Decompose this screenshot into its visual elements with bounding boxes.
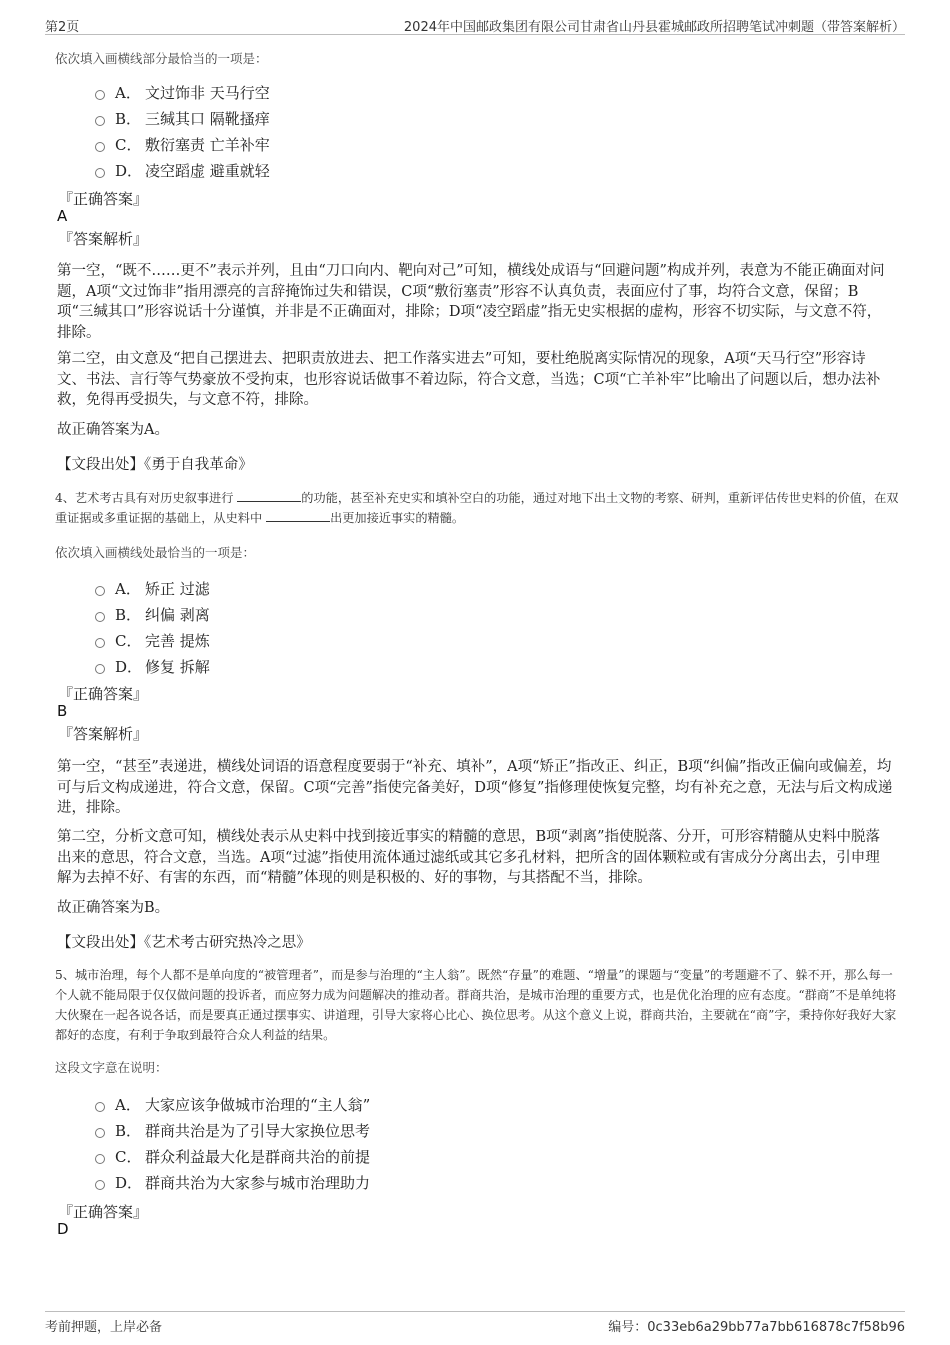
radio-icon[interactable] xyxy=(95,1154,105,1164)
radio-icon[interactable] xyxy=(95,664,105,674)
footer-serial: 编号：0c33eb6a29bb77a7bb616878c7f58b96 xyxy=(608,1320,905,1335)
radio-icon[interactable] xyxy=(95,1180,105,1190)
q5-options xyxy=(95,1091,595,1195)
page-header xyxy=(45,14,905,35)
q3-source: 【文段出处】《勇于自我革命》 xyxy=(57,457,253,473)
q4-source: 【文段出处】《艺术考古研究热冷之思》 xyxy=(57,935,311,951)
q5-option-a[interactable]: A． 大家应该争做城市治理的“主人翁” xyxy=(95,1091,595,1117)
q5-answer: D xyxy=(57,1220,69,1238)
q3-conclusion: 故正确答案为A。 xyxy=(57,422,169,438)
q4-analysis-label: 『答案解析』 xyxy=(58,725,149,743)
q5-prompt: 这段文字意在说明： xyxy=(55,1060,168,1075)
radio-icon[interactable] xyxy=(95,90,105,100)
radio-icon[interactable] xyxy=(95,116,105,126)
q5-option-d[interactable]: D． 群商共治为大家参与城市治理助力 xyxy=(95,1169,595,1195)
q3-options xyxy=(95,79,595,183)
q3-answer: A xyxy=(57,207,68,225)
q4-option-c[interactable]: C． 完善 提炼 xyxy=(95,627,595,653)
q4-analysis-p2: 第二空，分析文意可知，横线处表示从史料中找到接近事实的精髓的意思，B项“剥离”指使脱落、分开，可形容精髓从史料中脱落出来的意思，符合文意，当选。A项“过滤”指使用流体通过滤纸或其它多孔材料，把所含的固体颗粒或有害成分分离出去，引申理解为去掉不好、有害的东西，而“精髓”体现的则是积极的、好的事物，与其搭配不当，排除。 xyxy=(57,829,880,886)
q3-analysis-p1: 第一空，“既不……更不”表示并列，且由“刀口向内、靶向对己”可知，横线处成语与“回避问题”构成并列，表意为不能正确面对问题，A项“文过饰非”指用漂亮的言辞掩饰过失和错误，C项“敷衍塞责”形容不认真负责，表面应付了事，均符合文意，保留；B项“三缄其口”形容说话十分谨慎，并非是不正确面对，排除；D项“凌空蹈虚”指无史实根据的虚构，形容不切实际，与文意不符，排除。 xyxy=(57,263,885,341)
q5-answer-label: 『正确答案』 xyxy=(58,1203,149,1221)
q4-option-d[interactable]: D． 修复 拆解 xyxy=(95,653,595,679)
q5-stem: 5、城市治理，每个人都不是单向度的“被管理者”，而是参与治理的“主人翁”。既然“存量”的难题、“增量”的课题与“变量”的考题避不了、躲不开，那么每一个人就不能局限于仅仅做问题的投诉者，而应努力成为问题解决的推动者。群商共治，是城市治理的重要方式，也是优化治理的应有态度。“群商”不是单纯将大伙聚在一起各说各话，而是要真正通过摆事实、讲道理，引导大家将心比心、换位思考。从这个意义上说，群商共治，主要就在“商”字，秉持你好我好大家都好的态度，有利于争取到最符合众人利益的结果。 xyxy=(55,968,897,1042)
q4-option-a[interactable]: A． 矫正 过滤 xyxy=(95,575,595,601)
q3-analysis-label: 『答案解析』 xyxy=(58,230,149,248)
page-number: 第2页 xyxy=(45,20,80,35)
q4-analysis-p1: 第一空，“甚至”表递进，横线处词语的语意程度要弱于“补充、填补”，A项“矫正”指改正、纠正，B项“纠偏”指改正偏向或偏差，均可与后文构成递进，符合文意，保留。C项“完善”指使完备美好，D项“修复”指修理使恢复完整，均有补充之意，无法与后文构成递进，排除。 xyxy=(57,759,893,816)
radio-icon[interactable] xyxy=(95,1128,105,1138)
radio-icon[interactable] xyxy=(95,142,105,152)
document-title: 2024年中国邮政集团有限公司甘肃省山丹县霍城邮政所招聘笔试冲刺题（带答案解析） xyxy=(403,20,905,35)
q4-option-b[interactable]: B． 纠偏 剥离 xyxy=(95,601,595,627)
fill-blank xyxy=(266,509,330,522)
q3-answer-label: 『正确答案』 xyxy=(58,190,149,208)
q3-analysis-p2: 第二空，由文意及“把自己摆进去、把职责放进去、把工作落实进去”可知，要杜绝脱离实际情况的现象，A项“天马行空”形容诗文、书法、言行等气势豪放不受拘束，也形容说话做事不着边际，符合文意，当选；C项“亡羊补牢”比喻出了问题以后，想办法补救，免得再受损失，与文意不符，排除。 xyxy=(57,351,881,408)
radio-icon[interactable] xyxy=(95,586,105,596)
q4-conclusion: 故正确答案为B。 xyxy=(57,900,170,916)
q5-option-b[interactable]: B． 群商共治是为了引导大家换位思考 xyxy=(95,1117,595,1143)
radio-icon[interactable] xyxy=(95,1102,105,1112)
q3-option-b[interactable]: B． 三缄其口 隔靴搔痒 xyxy=(95,105,595,131)
q5-option-c[interactable]: C． 群众利益最大化是群商共治的前提 xyxy=(95,1143,595,1169)
q4-answer: B xyxy=(57,702,68,720)
q4-prompt: 依次填入画横线处最恰当的一项是： xyxy=(55,545,256,560)
q3-option-c[interactable]: C． 敷衍塞责 亡羊补牢 xyxy=(95,131,595,157)
q3-option-d[interactable]: D． 凌空蹈虚 避重就轻 xyxy=(95,157,595,183)
q3-option-a[interactable]: A． 文过饰非 天马行空 xyxy=(95,79,595,105)
radio-icon[interactable] xyxy=(95,638,105,648)
q4-stem: 4、艺术考古具有对历史叙事进行 的功能，甚至补充史实和填补空白的功能，通过对地下出土文物的考察、研判，重新评估传世史料的价值，在双重证据或多重证据的基础上，从史料中 出更加接近事实的精髓。 xyxy=(55,491,899,525)
q4-options xyxy=(95,575,595,679)
q3-prompt: 依次填入画横线部分最恰当的一项是： xyxy=(55,51,268,66)
q4-answer-label: 『正确答案』 xyxy=(58,685,149,703)
radio-icon[interactable] xyxy=(95,612,105,622)
page-footer xyxy=(45,1311,905,1334)
fill-blank xyxy=(237,489,301,502)
footer-slogan: 考前押题，上岸必备 xyxy=(45,1320,163,1335)
radio-icon[interactable] xyxy=(95,168,105,178)
